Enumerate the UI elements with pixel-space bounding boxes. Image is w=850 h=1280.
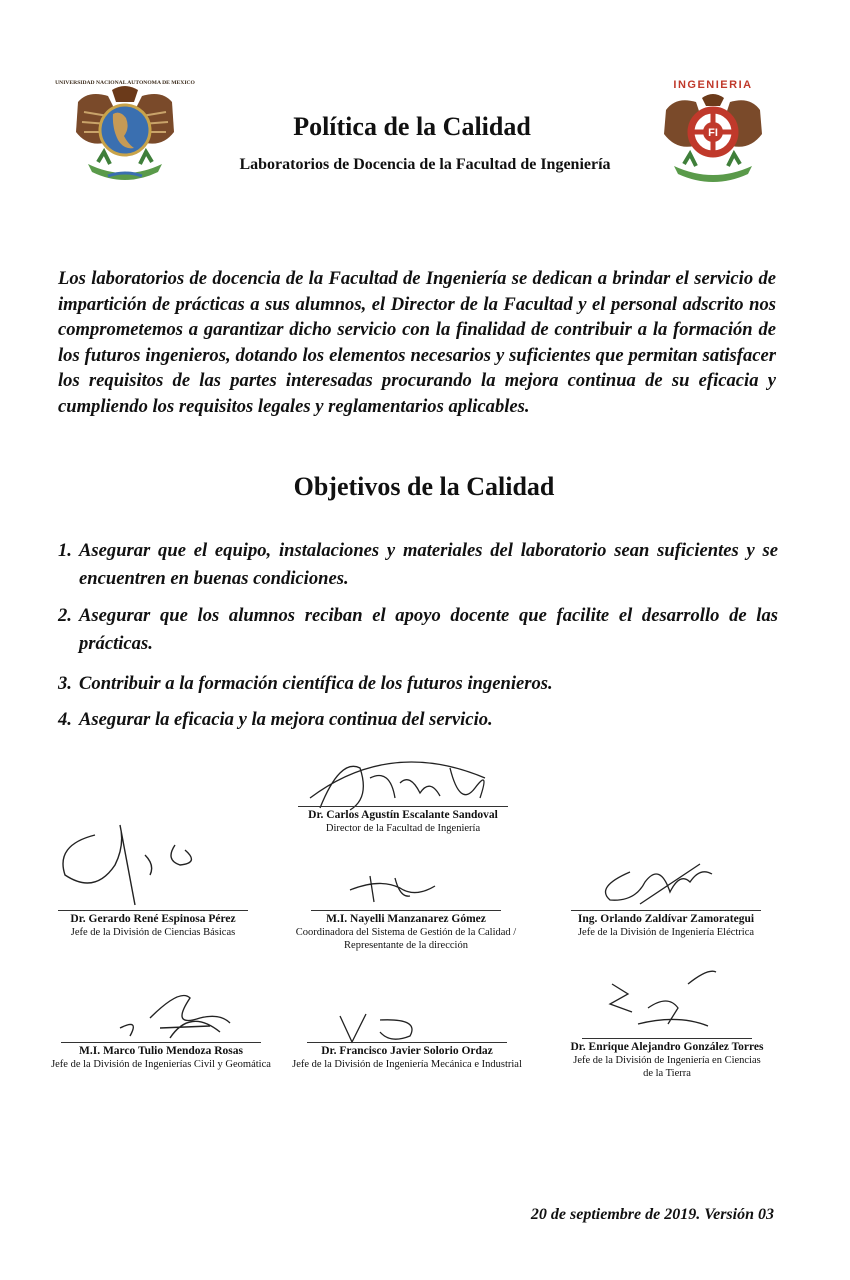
objective-number: 2. bbox=[58, 605, 72, 626]
signatory-role: Jefe de la División de Ciencias Básicas bbox=[70, 927, 236, 938]
signature-ciencias-tierra bbox=[552, 1038, 782, 1080]
signature-scribble bbox=[598, 964, 728, 1034]
signatory-role: Jefe de la División de Ingeniería Eléctrica bbox=[577, 927, 755, 938]
objective-number: 1. bbox=[58, 540, 72, 561]
page-title: Política de la Calidad bbox=[293, 112, 531, 141]
objective-item-3 bbox=[58, 670, 778, 698]
signatory-name: M.I. Nayelli Manzanarez Gómez bbox=[326, 913, 486, 925]
objective-text: Asegurar que el equipo, instalaciones y materiales del laboratorio sean suficientes y se encuentren en buenas condiciones. bbox=[79, 540, 778, 589]
document-date-version: 20 de septiembre de 2019. Versión 03 bbox=[530, 1206, 774, 1223]
signature-mecanica-industrial bbox=[282, 1042, 532, 1071]
signatory-name: Dr. Carlos Agustín Escalante Sandoval bbox=[308, 809, 498, 821]
objective-text: Contribuir a la formación científica de los futuros ingenieros. bbox=[79, 673, 553, 694]
signatory-role: Jefe de la División de Ingeniería en Ciencias bbox=[573, 1055, 761, 1066]
page-subtitle: Laboratorios de Docencia de la Facultad de Ingeniería bbox=[239, 156, 611, 173]
svg-text:FI: FI bbox=[708, 127, 718, 139]
signature-scribble bbox=[340, 868, 450, 908]
objective-item-4 bbox=[58, 706, 778, 734]
signatory-name: M.I. Marco Tulio Mendoza Rosas bbox=[79, 1045, 243, 1057]
signatory-name: Ing. Orlando Zaldívar Zamorategui bbox=[577, 913, 755, 925]
signature-civil-geomatica bbox=[46, 1042, 276, 1071]
objective-number: 4. bbox=[58, 709, 72, 730]
signature-calidad bbox=[282, 910, 530, 952]
signature-electrica bbox=[556, 910, 776, 939]
signatory-name: Dr. Enrique Alejandro González Torres bbox=[570, 1041, 764, 1053]
signatory-role: Jefe de la División de Ingenierías Civil y Geomática bbox=[51, 1059, 271, 1070]
policy-statement: Los laboratorios de docencia de la Facultad de Ingeniería se dedican a brindar el servicio de impartición de prácticas a sus alumnos, el Director de la Facultad y el personal adscrito nos comprometemos a garantizar dicho servicio con la finalidad de contribuir a la formación de los futuros ingenieros, dotando los elementos necesarios y suficientes que permitan satisfacer los requisitos de las partes interesadas procurando la mejora continua de su eficacia y cumpliendo los requisitos legales y reglamentarios aplicables. bbox=[58, 268, 776, 417]
signatory-role-line2: de la Tierra bbox=[643, 1068, 691, 1079]
signature-scribble bbox=[590, 852, 720, 912]
objectives-title: Objetivos de la Calidad bbox=[293, 472, 555, 501]
signature-director bbox=[278, 806, 528, 835]
signature-ciencias-basicas bbox=[48, 910, 258, 939]
objective-item-2 bbox=[58, 602, 778, 658]
signatory-name: Dr. Francisco Javier Solorio Ordaz bbox=[321, 1045, 493, 1057]
objective-text: Asegurar la eficacia y la mejora continua del servicio. bbox=[79, 709, 493, 730]
signatory-role: Coordinadora del Sistema de Gestión de la Calidad / bbox=[295, 927, 517, 938]
objective-number: 3. bbox=[58, 673, 72, 694]
signature-scribble bbox=[55, 815, 215, 915]
objective-text: Asegurar que los alumnos reciban el apoyo docente que facilite el desarrollo de las prácticas. bbox=[79, 605, 778, 654]
signatory-role: Director de la Facultad de Ingeniería bbox=[325, 823, 481, 834]
objective-item-1 bbox=[58, 537, 778, 593]
fi-seal-text: INGENIERIA bbox=[673, 79, 753, 91]
signatory-role: Jefe de la División de Ingeniería Mecánica e Industrial bbox=[292, 1059, 522, 1070]
signature-scribble bbox=[110, 988, 250, 1048]
signatory-role-line2: Representante de la dirección bbox=[344, 940, 468, 951]
signatory-name: Dr. Gerardo René Espinosa Pérez bbox=[70, 913, 236, 925]
unam-seal-text: UNIVERSIDAD NACIONAL AUTONOMA DE MEXICO bbox=[55, 80, 195, 86]
